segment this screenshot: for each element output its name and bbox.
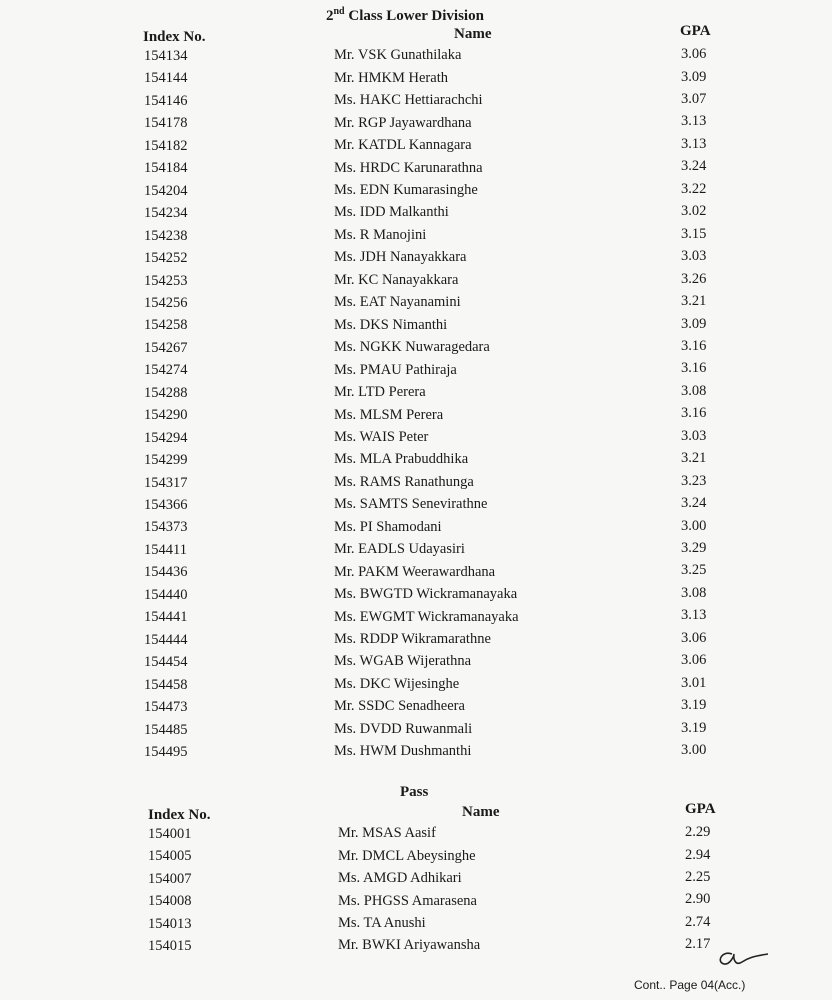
index-cell: 154013 [148,915,192,932]
index-cell: 154007 [148,870,192,887]
name-cell: Mr. PAKM Weerawardhana [334,563,496,580]
gpa-cell: 3.03 [681,248,707,265]
name-cell: Mr. KC Nanayakkara [334,271,459,288]
index-cell: 154473 [144,699,188,716]
gpa-cell: 3.16 [681,337,707,354]
gpa-cell: 3.16 [681,405,707,422]
index-cell: 154252 [144,250,188,267]
index-cell: 154253 [144,272,188,289]
name-cell: Ms. AMGD Adhikari [338,870,462,887]
index-cell: 154495 [144,743,188,760]
index-cell: 154258 [144,317,188,334]
gpa-cell: 3.25 [681,562,707,579]
name-cell: Ms. PMAU Pathiraja [334,361,457,378]
gpa-cell: 3.16 [681,360,707,377]
index-cell: 154436 [144,564,188,581]
index-cell: 154267 [144,339,188,356]
name-cell: Mr. EADLS Udayasiri [334,541,465,558]
section-title-lower-division: 2nd Class Lower Division [326,6,484,24]
gpa-cell: 3.00 [681,517,707,534]
name-cell: Ms. PI Shamodani [334,518,442,535]
gpa-cell: 3.09 [681,315,707,332]
name-cell: Ms. DKC Wijesinghe [334,675,460,692]
gpa-cell: 3.06 [681,629,707,646]
column-header-gpa: GPA [680,23,711,39]
gpa-cell: 2.29 [685,824,711,841]
index-cell: 154454 [144,654,188,671]
index-cell: 154299 [144,452,188,469]
index-cell: 154256 [144,294,188,311]
index-cell: 154373 [144,519,188,536]
gpa-cell: 3.03 [681,427,707,444]
gpa-cell: 3.08 [681,382,707,399]
name-cell: Mr. HMKM Herath [334,69,448,86]
gpa-cell: 3.24 [681,495,707,512]
index-cell: 154182 [144,137,188,154]
index-cell: 154411 [144,541,187,558]
name-cell: Mr. BWKI Ariyawansha [338,937,481,954]
gpa-cell: 3.13 [681,113,707,130]
name-cell: Ms. HWM Dushmanthi [334,743,472,760]
index-cell: 154238 [144,227,188,244]
index-cell: 154290 [144,407,188,424]
name-cell: Ms. JDH Nanayakkara [334,249,467,266]
index-cell: 154134 [144,48,188,64]
gpa-cell: 3.13 [681,607,707,624]
name-cell: Ms. TA Anushi [338,914,426,931]
gpa-cell: 3.13 [681,135,707,152]
gpa-cell: 3.19 [681,697,707,714]
name-cell: Ms. SAMTS Senevirathne [334,496,488,513]
gpa-cell: 3.09 [681,68,707,85]
gpa-cell: 3.21 [681,293,707,310]
name-cell: Ms. MLA Prabuddhika [334,451,469,468]
index-cell: 154441 [144,609,188,626]
column-header-index: Index No. [143,29,206,45]
gpa-cell: 2.74 [685,913,711,930]
name-cell: Ms. EAT Nayanamini [334,294,461,311]
name-cell: Mr. DMCL Abeysinghe [338,847,476,864]
gpa-cell: 3.00 [681,742,707,759]
index-cell: 154444 [144,631,188,648]
index-cell: 154317 [144,474,188,491]
gpa-cell: 3.07 [681,91,707,108]
column-header-name: Name [454,26,492,42]
index-cell: 154366 [144,497,188,513]
name-cell: Ms. DVDD Ruwanmali [334,720,473,737]
name-cell: Ms. IDD Malkanthi [334,204,449,221]
signature-mark [714,946,770,972]
index-cell: 154234 [144,205,188,222]
gpa-cell: 3.29 [681,540,707,557]
gpa-cell: 3.06 [681,652,707,669]
name-cell: Ms. WGAB Wijerathna [334,653,472,670]
column-header-gpa: GPA [685,801,716,817]
gpa-cell: 2.90 [685,891,711,908]
name-cell: Mr. KATDL Kannagara [334,137,472,154]
name-cell: Ms. BWGTD Wickramanayaka [334,586,518,603]
name-cell: Ms. EDN Kumarasinghe [334,182,478,199]
name-cell: Ms. RAMS Ranathunga [334,473,474,490]
column-header-index: Index No. [148,807,211,823]
name-cell: Ms. HRDC Karunarathna [334,159,483,176]
name-cell: Ms. R Manojini [334,226,427,243]
name-cell: Mr. SSDC Senadheera [334,698,465,715]
name-cell: Mr. RGP Jayawardhana [334,114,472,131]
gpa-cell: 3.26 [681,270,707,287]
index-cell: 154008 [148,893,192,910]
index-cell: 154274 [144,362,188,379]
section-title-pass: Pass [400,784,429,800]
gpa-cell: 2.94 [685,846,711,863]
index-cell: 154146 [144,92,188,109]
name-cell: Ms. DKS Nimanthi [334,316,448,333]
gpa-cell: 3.02 [681,203,707,220]
index-cell: 154178 [144,115,188,132]
name-cell: Ms. EWGMT Wickramanayaka [334,608,519,625]
name-cell: Mr. LTD Perera [334,384,426,401]
gpa-cell: 3.21 [681,450,707,467]
gpa-cell: 3.23 [681,472,707,489]
name-cell: Ms. NGKK Nuwaragedara [334,339,490,356]
name-cell: Ms. MLSM Perera [334,406,444,423]
index-cell: 154485 [144,721,188,738]
index-cell: 154440 [144,586,188,603]
gpa-cell: 2.17 [685,936,711,953]
index-cell: 154184 [144,160,188,177]
name-cell: Ms. RDDP Wikramarathne [334,631,491,648]
index-cell: 154458 [144,676,188,693]
index-cell: 154294 [144,429,188,446]
name-cell: Mr. VSK Gunathilaka [334,47,462,64]
name-cell: Ms. WAIS Peter [334,428,429,445]
index-cell: 154288 [144,384,188,401]
index-cell: 154144 [144,70,188,87]
index-cell: 154005 [148,848,192,865]
index-cell: 154015 [148,938,192,954]
continuation-note: Cont.. Page 04(Acc.) [634,978,746,992]
gpa-cell: 3.22 [681,180,707,197]
gpa-cell: 3.24 [681,158,707,175]
gpa-cell: 3.08 [681,584,707,601]
column-header-name: Name [462,804,500,820]
name-cell: Ms. PHGSS Amarasena [338,892,477,909]
gpa-cell: 3.15 [681,225,707,242]
index-cell: 154001 [148,826,192,842]
gpa-cell: 3.19 [681,719,707,736]
gpa-cell: 2.25 [685,868,711,885]
gpa-cell: 3.06 [681,46,707,63]
gpa-cell: 3.01 [681,674,707,691]
index-cell: 154204 [144,182,188,199]
name-cell: Ms. HAKC Hettiarachchi [334,92,483,109]
name-cell: Mr. MSAS Aasif [338,825,436,842]
